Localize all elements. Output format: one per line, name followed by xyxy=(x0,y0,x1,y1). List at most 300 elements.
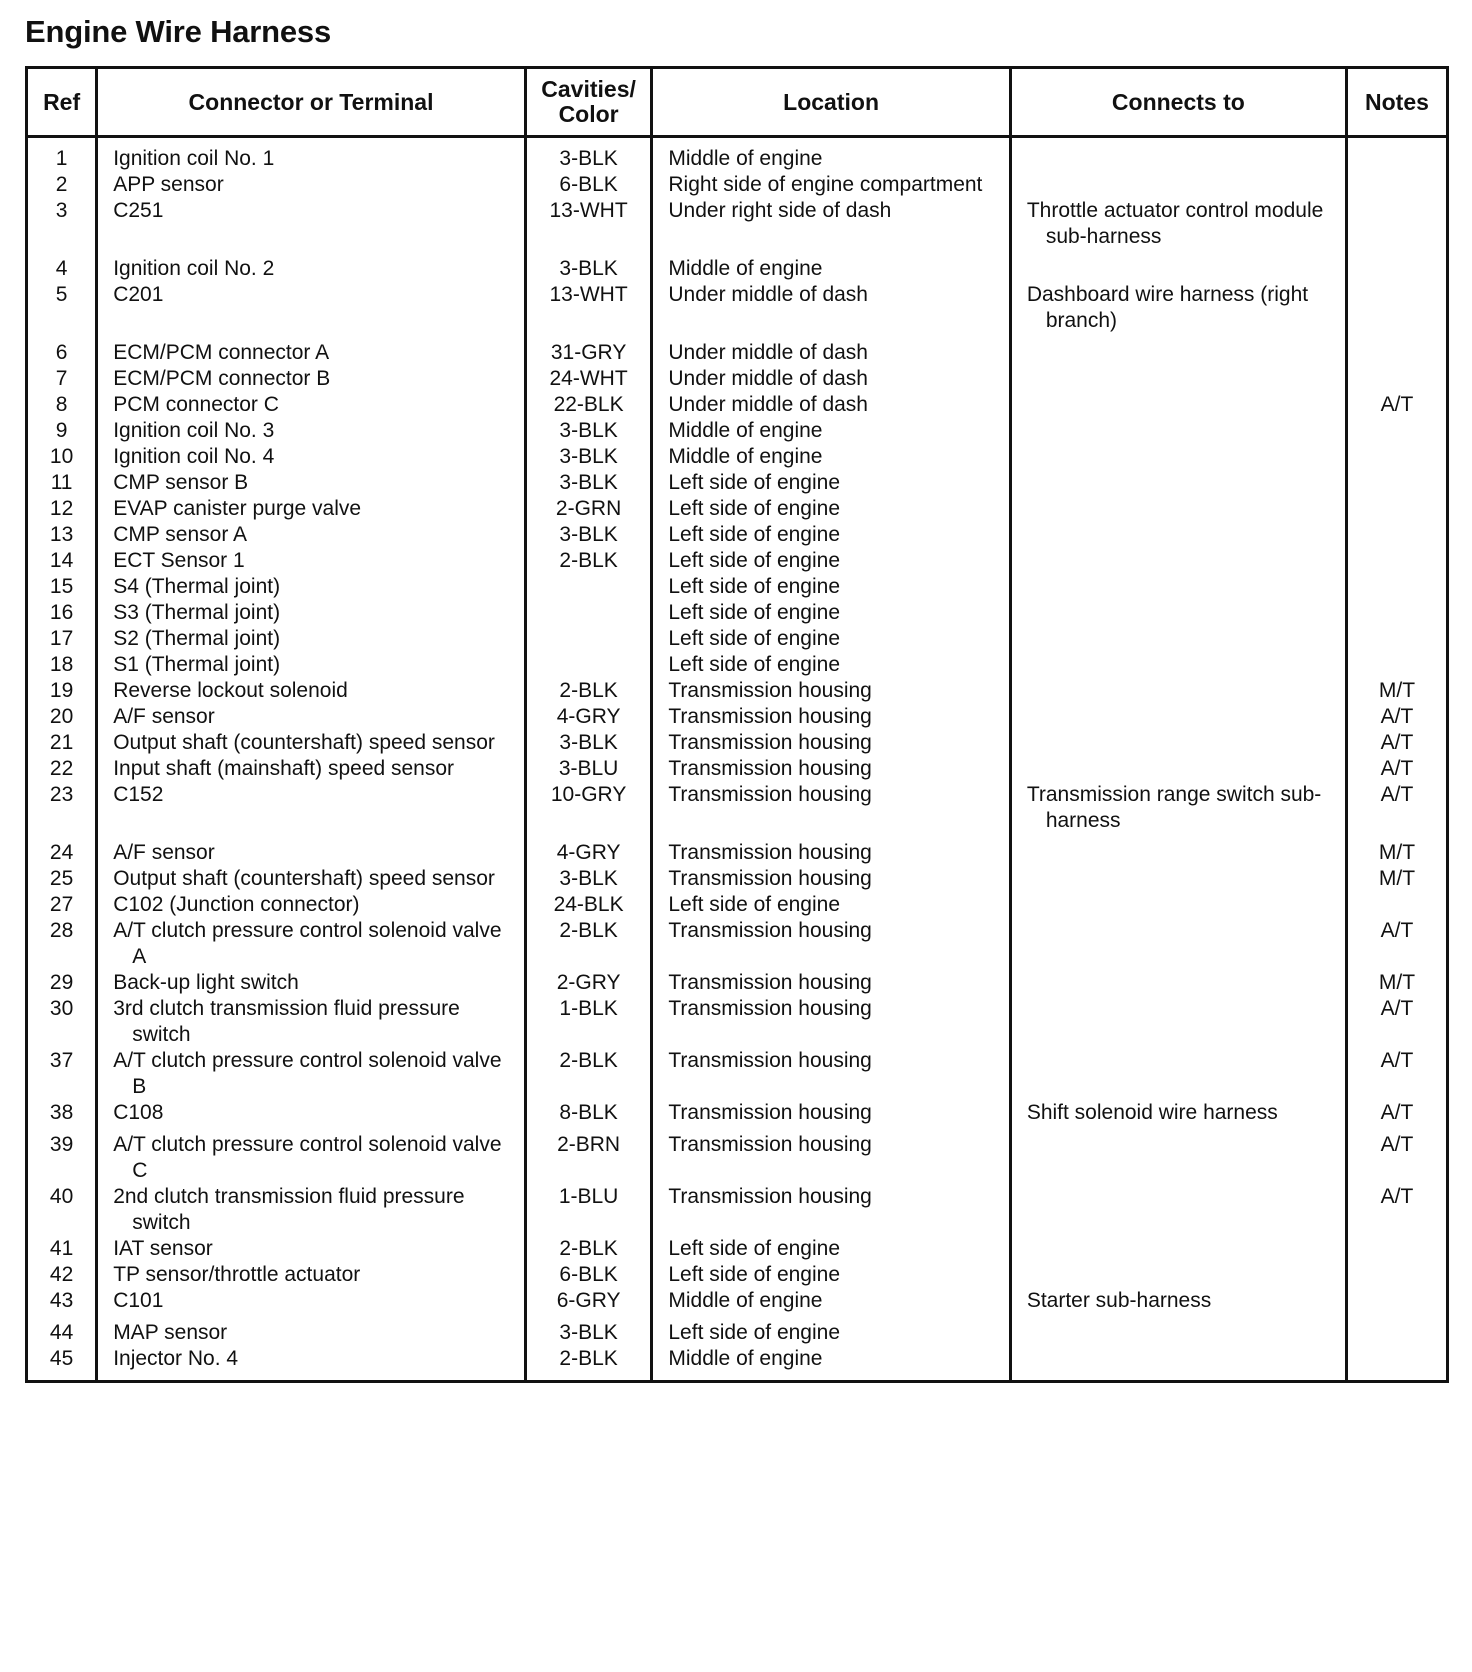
table-body xyxy=(27,137,1448,1382)
cell-cavities: 4-GRY xyxy=(525,704,652,730)
cell-connects-to xyxy=(1010,418,1346,444)
table-row xyxy=(27,866,1448,892)
cell-location: Middle of engine xyxy=(652,418,1010,444)
table-row xyxy=(27,574,1448,600)
cell-connects-to xyxy=(1010,1132,1346,1184)
cell-ref: 17 xyxy=(27,626,97,652)
cell-connector xyxy=(97,970,526,996)
cell-cavities: 6-BLK xyxy=(525,172,652,198)
cell-ref: 30 xyxy=(27,996,97,1048)
cell-connects-to xyxy=(1010,970,1346,996)
cell-cavities: 2-BLK xyxy=(525,1048,652,1100)
cell-ref: 39 xyxy=(27,1132,97,1184)
cell-location: Middle of engine xyxy=(652,137,1010,173)
cell-notes xyxy=(1346,418,1447,444)
cell-connector-text: C152 xyxy=(113,783,164,806)
cell-connects-to xyxy=(1010,1262,1346,1288)
cell-connector-text: Output shaft (countershaft) speed sensor xyxy=(113,731,495,754)
cell-ref: 23 xyxy=(27,782,97,840)
cell-notes: A/T xyxy=(1346,392,1447,418)
cell-ref: 6 xyxy=(27,340,97,366)
cell-ref: 41 xyxy=(27,1236,97,1262)
table-row xyxy=(27,840,1448,866)
cell-ref: 13 xyxy=(27,522,97,548)
cell-connects-to xyxy=(1010,392,1346,418)
table-row xyxy=(27,470,1448,496)
cell-location: Left side of engine xyxy=(652,496,1010,522)
cell-connector-text: S4 (Thermal joint) xyxy=(113,575,281,598)
cell-location: Transmission housing xyxy=(652,1184,1010,1236)
cell-connects-to xyxy=(1010,522,1346,548)
cell-connector xyxy=(97,418,526,444)
table-row xyxy=(27,522,1448,548)
cell-cavities: 6-BLK xyxy=(525,1262,652,1288)
cell-cavities xyxy=(525,600,652,626)
cell-connects-to xyxy=(1010,918,1346,970)
cell-connects-to xyxy=(1010,756,1346,782)
cell-location: Left side of engine xyxy=(652,626,1010,652)
cell-notes xyxy=(1346,137,1447,173)
cell-notes xyxy=(1346,1288,1447,1320)
cell-connects-to xyxy=(1010,1320,1346,1346)
table-row xyxy=(27,282,1448,340)
cell-connects-to xyxy=(1010,892,1346,918)
cell-connector xyxy=(97,1288,526,1320)
cell-connector xyxy=(97,1262,526,1288)
cell-location: Middle of engine xyxy=(652,1288,1010,1320)
cell-cavities: 3-BLU xyxy=(525,756,652,782)
cell-location: Middle of engine xyxy=(652,1346,1010,1382)
cell-location: Under middle of dash xyxy=(652,366,1010,392)
cell-connector-text: EVAP canister purge valve xyxy=(113,497,362,520)
cell-location: Transmission housing xyxy=(652,782,1010,840)
cell-connects-to xyxy=(1010,198,1346,256)
cell-connector-text: C101 xyxy=(113,1289,164,1312)
table-row xyxy=(27,198,1448,256)
cell-connector xyxy=(97,172,526,198)
cell-connector-text: A/F sensor xyxy=(113,705,215,728)
cell-connector xyxy=(97,918,526,970)
cell-connector-text: S1 (Thermal joint) xyxy=(113,653,281,676)
table-row xyxy=(27,1100,1448,1132)
table-row xyxy=(27,704,1448,730)
cell-connects-to xyxy=(1010,340,1346,366)
cell-notes: M/T xyxy=(1346,678,1447,704)
cell-connector-text: C108 xyxy=(113,1101,164,1124)
cell-connects-to xyxy=(1010,496,1346,522)
table-row xyxy=(27,1184,1448,1236)
cell-cavities: 24-BLK xyxy=(525,892,652,918)
table-row xyxy=(27,172,1448,198)
cell-cavities: 2-BLK xyxy=(525,678,652,704)
cell-connects-to xyxy=(1010,840,1346,866)
cell-ref: 24 xyxy=(27,840,97,866)
cell-ref: 8 xyxy=(27,392,97,418)
header-cavities-line2: Color xyxy=(558,101,619,127)
table-row xyxy=(27,1132,1448,1184)
cell-connector-text: S2 (Thermal joint) xyxy=(113,627,281,650)
cell-connector-text: 3rd clutch transmission fluid pressure switch xyxy=(113,997,460,1046)
table-row xyxy=(27,1048,1448,1100)
cell-ref: 22 xyxy=(27,756,97,782)
cell-location: Left side of engine xyxy=(652,548,1010,574)
cell-connector-text: Ignition coil No. 3 xyxy=(113,419,275,442)
cell-connector xyxy=(97,496,526,522)
cell-connector-text: ECT Sensor 1 xyxy=(113,549,245,572)
table-row xyxy=(27,340,1448,366)
harness-table xyxy=(25,66,1449,1383)
cell-connector xyxy=(97,522,526,548)
cell-cavities: 22-BLK xyxy=(525,392,652,418)
cell-notes xyxy=(1346,574,1447,600)
cell-connects-to xyxy=(1010,600,1346,626)
cell-notes: M/T xyxy=(1346,866,1447,892)
header-connector: Connector or Terminal xyxy=(97,68,526,137)
cell-cavities: 2-BLK xyxy=(525,1346,652,1382)
table-row xyxy=(27,496,1448,522)
cell-connector xyxy=(97,548,526,574)
cell-ref: 14 xyxy=(27,548,97,574)
cell-location: Transmission housing xyxy=(652,996,1010,1048)
cell-connects-to xyxy=(1010,1346,1346,1382)
cell-cavities: 2-GRN xyxy=(525,496,652,522)
cell-connector-text: C102 (Junction connector) xyxy=(113,893,360,916)
cell-connector-text: A/T clutch pressure control solenoid valve A xyxy=(113,919,502,968)
cell-connector-text: Back-up light switch xyxy=(113,971,299,994)
cell-connects-to xyxy=(1010,137,1346,173)
cell-connector xyxy=(97,600,526,626)
cell-connects-to xyxy=(1010,172,1346,198)
cell-ref: 4 xyxy=(27,256,97,282)
cell-connector xyxy=(97,866,526,892)
cell-connects-to xyxy=(1010,782,1346,840)
cell-cavities: 1-BLK xyxy=(525,996,652,1048)
cell-cavities: 3-BLK xyxy=(525,137,652,173)
cell-cavities: 1-BLU xyxy=(525,1184,652,1236)
cell-ref: 20 xyxy=(27,704,97,730)
cell-location: Middle of engine xyxy=(652,444,1010,470)
cell-cavities: 13-WHT xyxy=(525,198,652,256)
cell-connector-text: CMP sensor A xyxy=(113,523,248,546)
cell-ref: 7 xyxy=(27,366,97,392)
table-row xyxy=(27,256,1448,282)
cell-location: Left side of engine xyxy=(652,1320,1010,1346)
cell-location: Transmission housing xyxy=(652,1132,1010,1184)
cell-ref: 2 xyxy=(27,172,97,198)
cell-connector-text: S3 (Thermal joint) xyxy=(113,601,281,624)
cell-connects-to xyxy=(1010,366,1346,392)
cell-notes xyxy=(1346,892,1447,918)
cell-cavities: 10-GRY xyxy=(525,782,652,840)
table-row xyxy=(27,678,1448,704)
cell-connector xyxy=(97,1184,526,1236)
cell-connector xyxy=(97,678,526,704)
cell-connects-to-text: Starter sub-harness xyxy=(1026,1289,1212,1312)
cell-connector-text: IAT sensor xyxy=(113,1237,213,1260)
cell-cavities: 3-BLK xyxy=(525,522,652,548)
cell-location: Transmission housing xyxy=(652,678,1010,704)
cell-location: Left side of engine xyxy=(652,1236,1010,1262)
cell-ref: 43 xyxy=(27,1288,97,1320)
cell-notes xyxy=(1346,198,1447,256)
cell-cavities: 3-BLK xyxy=(525,418,652,444)
cell-location: Transmission housing xyxy=(652,730,1010,756)
table-row xyxy=(27,1236,1448,1262)
cell-ref: 38 xyxy=(27,1100,97,1132)
cell-notes xyxy=(1346,1236,1447,1262)
cell-notes xyxy=(1346,548,1447,574)
cell-connector-text: PCM connector C xyxy=(113,393,279,416)
cell-notes xyxy=(1346,1346,1447,1382)
cell-connects-to xyxy=(1010,678,1346,704)
cell-connects-to xyxy=(1010,704,1346,730)
cell-notes xyxy=(1346,652,1447,678)
header-cavities-line1: Cavities/ xyxy=(541,76,636,102)
cell-cavities: 3-BLK xyxy=(525,866,652,892)
cell-notes xyxy=(1346,1320,1447,1346)
table-row xyxy=(27,730,1448,756)
cell-connects-to xyxy=(1010,866,1346,892)
cell-connector xyxy=(97,652,526,678)
table-row xyxy=(27,892,1448,918)
cell-connector xyxy=(97,340,526,366)
table-row xyxy=(27,1320,1448,1346)
cell-notes xyxy=(1346,470,1447,496)
cell-cavities: 2-BLK xyxy=(525,1236,652,1262)
cell-notes: A/T xyxy=(1346,782,1447,840)
cell-cavities xyxy=(525,652,652,678)
cell-notes xyxy=(1346,256,1447,282)
cell-connector xyxy=(97,574,526,600)
cell-cavities: 3-BLK xyxy=(525,470,652,496)
cell-connects-to xyxy=(1010,548,1346,574)
cell-cavities: 2-BLK xyxy=(525,918,652,970)
table-row xyxy=(27,137,1448,173)
cell-connector xyxy=(97,282,526,340)
cell-cavities xyxy=(525,626,652,652)
cell-connector-text: TP sensor/throttle actuator xyxy=(113,1263,361,1286)
table-row xyxy=(27,392,1448,418)
cell-location: Transmission housing xyxy=(652,918,1010,970)
cell-notes xyxy=(1346,444,1447,470)
table-row xyxy=(27,652,1448,678)
cell-connector xyxy=(97,137,526,173)
cell-connects-to xyxy=(1010,1184,1346,1236)
cell-location: Left side of engine xyxy=(652,574,1010,600)
cell-notes xyxy=(1346,1262,1447,1288)
cell-ref: 12 xyxy=(27,496,97,522)
header-ref: Ref xyxy=(27,68,97,137)
cell-connector xyxy=(97,626,526,652)
cell-notes xyxy=(1346,340,1447,366)
cell-notes xyxy=(1346,496,1447,522)
cell-ref: 18 xyxy=(27,652,97,678)
cell-connector xyxy=(97,392,526,418)
cell-notes xyxy=(1346,600,1447,626)
cell-connects-to-text: Dashboard wire harness (right branch) xyxy=(1026,283,1309,332)
cell-connector-text: Ignition coil No. 2 xyxy=(113,257,275,280)
cell-ref: 5 xyxy=(27,282,97,340)
cell-connector xyxy=(97,1100,526,1132)
cell-connects-to xyxy=(1010,996,1346,1048)
cell-connector-text: A/F sensor xyxy=(113,841,215,864)
cell-ref: 9 xyxy=(27,418,97,444)
page-title: Engine Wire Harness xyxy=(25,14,332,49)
cell-location: Left side of engine xyxy=(652,600,1010,626)
cell-location: Transmission housing xyxy=(652,1048,1010,1100)
cell-cavities: 3-BLK xyxy=(525,256,652,282)
cell-notes xyxy=(1346,522,1447,548)
cell-connector-text: Input shaft (mainshaft) speed sensor xyxy=(113,757,455,780)
cell-connector-text: CMP sensor B xyxy=(113,471,249,494)
cell-location: Under middle of dash xyxy=(652,282,1010,340)
cell-notes: M/T xyxy=(1346,970,1447,996)
cell-notes: A/T xyxy=(1346,1048,1447,1100)
table-row xyxy=(27,548,1448,574)
cell-connects-to xyxy=(1010,470,1346,496)
cell-ref: 25 xyxy=(27,866,97,892)
cell-connects-to xyxy=(1010,574,1346,600)
cell-ref: 21 xyxy=(27,730,97,756)
table-row xyxy=(27,1262,1448,1288)
cell-connector-text: Ignition coil No. 4 xyxy=(113,445,275,468)
cell-ref: 42 xyxy=(27,1262,97,1288)
cell-connects-to-text: Throttle actuator control module sub-harness xyxy=(1026,199,1324,248)
cell-connector-text: C201 xyxy=(113,283,164,306)
cell-connector xyxy=(97,1346,526,1382)
cell-location: Left side of engine xyxy=(652,892,1010,918)
cell-connector xyxy=(97,198,526,256)
cell-ref: 1 xyxy=(27,137,97,173)
cell-connector xyxy=(97,782,526,840)
cell-connector xyxy=(97,444,526,470)
cell-connects-to xyxy=(1010,444,1346,470)
cell-cavities: 13-WHT xyxy=(525,282,652,340)
cell-location: Left side of engine xyxy=(652,652,1010,678)
cell-connects-to xyxy=(1010,626,1346,652)
cell-location: Transmission housing xyxy=(652,704,1010,730)
cell-ref: 45 xyxy=(27,1346,97,1382)
cell-connects-to xyxy=(1010,730,1346,756)
cell-cavities: 2-BRN xyxy=(525,1132,652,1184)
cell-notes: A/T xyxy=(1346,1184,1447,1236)
cell-connector-text: Ignition coil No. 1 xyxy=(113,147,275,170)
cell-location: Right side of engine compartment xyxy=(652,172,1010,198)
cell-connector xyxy=(97,892,526,918)
cell-connects-to-text: Shift solenoid wire harness xyxy=(1026,1101,1278,1124)
header-connects-to: Connects to xyxy=(1010,68,1346,137)
cell-connects-to xyxy=(1010,282,1346,340)
cell-notes xyxy=(1346,366,1447,392)
table-row xyxy=(27,756,1448,782)
cell-location: Transmission housing xyxy=(652,866,1010,892)
cell-connector xyxy=(97,1320,526,1346)
cell-notes: A/T xyxy=(1346,704,1447,730)
cell-location: Middle of engine xyxy=(652,256,1010,282)
table-row xyxy=(27,600,1448,626)
cell-connector-text: APP sensor xyxy=(113,173,224,196)
table-row xyxy=(27,782,1448,840)
cell-connector-text: A/T clutch pressure control solenoid valve C xyxy=(113,1133,502,1182)
cell-notes: A/T xyxy=(1346,918,1447,970)
cell-ref: 10 xyxy=(27,444,97,470)
header-cavities xyxy=(525,68,652,137)
cell-connects-to-text: Transmission range switch sub-harness xyxy=(1026,783,1322,832)
cell-connector xyxy=(97,1236,526,1262)
cell-connector xyxy=(97,256,526,282)
cell-ref: 19 xyxy=(27,678,97,704)
cell-connector-text: 2nd clutch transmission fluid pressure switch xyxy=(113,1185,465,1234)
cell-cavities: 3-BLK xyxy=(525,1320,652,1346)
cell-connects-to xyxy=(1010,1236,1346,1262)
cell-location: Left side of engine xyxy=(652,522,1010,548)
cell-connector-text: MAP sensor xyxy=(113,1321,228,1344)
cell-location: Under middle of dash xyxy=(652,392,1010,418)
cell-cavities: 31-GRY xyxy=(525,340,652,366)
cell-notes: M/T xyxy=(1346,840,1447,866)
cell-ref: 44 xyxy=(27,1320,97,1346)
cell-connects-to xyxy=(1010,1048,1346,1100)
cell-cavities: 3-BLK xyxy=(525,444,652,470)
cell-connector xyxy=(97,996,526,1048)
cell-notes: A/T xyxy=(1346,996,1447,1048)
table-row xyxy=(27,996,1448,1048)
cell-connector xyxy=(97,1048,526,1100)
cell-ref: 40 xyxy=(27,1184,97,1236)
cell-cavities: 8-BLK xyxy=(525,1100,652,1132)
cell-location: Under right side of dash xyxy=(652,198,1010,256)
table-row xyxy=(27,418,1448,444)
cell-location: Left side of engine xyxy=(652,470,1010,496)
cell-ref: 37 xyxy=(27,1048,97,1100)
cell-cavities xyxy=(525,574,652,600)
cell-notes: A/T xyxy=(1346,730,1447,756)
header-location: Location xyxy=(652,68,1010,137)
table-row xyxy=(27,1346,1448,1382)
cell-location: Left side of engine xyxy=(652,1262,1010,1288)
cell-cavities: 6-GRY xyxy=(525,1288,652,1320)
header-notes: Notes xyxy=(1346,68,1447,137)
cell-ref: 29 xyxy=(27,970,97,996)
cell-connector xyxy=(97,730,526,756)
cell-connects-to xyxy=(1010,1100,1346,1132)
cell-ref: 11 xyxy=(27,470,97,496)
table-row xyxy=(27,918,1448,970)
cell-connector-text: Output shaft (countershaft) speed sensor xyxy=(113,867,495,890)
cell-notes: A/T xyxy=(1346,1132,1447,1184)
cell-connects-to xyxy=(1010,652,1346,678)
cell-ref: 28 xyxy=(27,918,97,970)
table-row xyxy=(27,366,1448,392)
cell-cavities: 2-BLK xyxy=(525,548,652,574)
table-row xyxy=(27,626,1448,652)
table-header xyxy=(27,68,1448,137)
cell-connector xyxy=(97,470,526,496)
table-row xyxy=(27,970,1448,996)
cell-ref: 16 xyxy=(27,600,97,626)
cell-ref: 27 xyxy=(27,892,97,918)
cell-connector-text: ECM/PCM connector A xyxy=(113,341,330,364)
cell-cavities: 24-WHT xyxy=(525,366,652,392)
cell-notes xyxy=(1346,626,1447,652)
cell-location: Under middle of dash xyxy=(652,340,1010,366)
cell-connector xyxy=(97,366,526,392)
cell-connector xyxy=(97,1132,526,1184)
cell-connector-text: A/T clutch pressure control solenoid valve B xyxy=(113,1049,502,1098)
cell-notes xyxy=(1346,172,1447,198)
cell-notes: A/T xyxy=(1346,1100,1447,1132)
cell-cavities: 3-BLK xyxy=(525,730,652,756)
